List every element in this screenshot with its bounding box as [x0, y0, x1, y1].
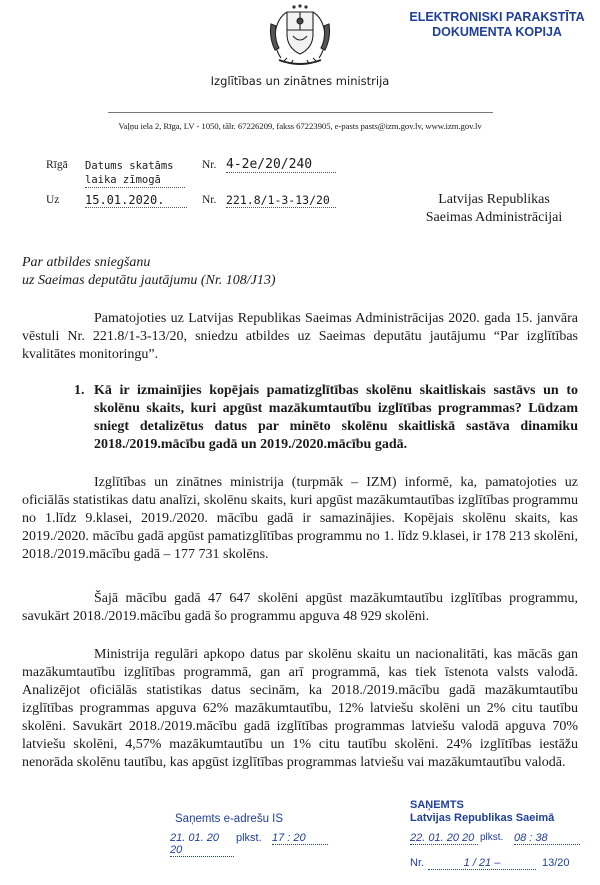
- doc-number: 4-2e/20/240: [226, 157, 336, 173]
- subject-line-1: Par atbildes sniegšanu: [22, 255, 151, 270]
- received-e-address-date: 21. 01. 20 20: [170, 832, 234, 857]
- saeima-stamp-date: 22. 01. 20 20: [410, 832, 478, 845]
- nr-label: Nr.: [202, 159, 217, 171]
- saeima-stamp-nr-label: Nr.: [410, 857, 425, 869]
- saeima-received-stamp: [410, 799, 554, 825]
- subject: [22, 254, 276, 290]
- answer-paragraph-2: Šajā mācību gadā 47 647 skolēni apgūst mazākumtautību izglītības programmu, savukārt 2018./2019.mācību gadā šo programmu apguva 48 929 skolēni.: [22, 591, 578, 624]
- ministry-name: Izglītības un zinātnes ministrija: [210, 74, 390, 88]
- answer-paragraph-3: Ministrija regulāri apkopo datus par skolēnu skaitu un nacionalitāti, kas mācās gan mazākumtautību izglītības programmā, gan arī programmā, kas tiek īstenota valsts valodā. Analizējot oficiālās statistikas datus secinām, ka 2018./2019.mācību gadā mazākumtautību izglītības programmas apguva 62% mazākumtautību, 12% latviešu skolēni un 2% citu tautību skolēni. Savukārt 2018./2019.mācību gadā izglītības programmas latviešu valodā apguva 70% latviešu skolēni, 4,57% mazākumtautību un 1% citu tautību skolēni. 24% izglītības iestāžu nenorāda skolēnu tautību, kas apgūst izglītības programmas latviešu vai mazākumtautību valodā.: [22, 647, 578, 770]
- question-number: 1.: [74, 383, 85, 398]
- ref-nr-label: Nr.: [202, 194, 217, 206]
- saeima-stamp-line-1: SAŅEMTS: [410, 799, 464, 811]
- ref-number: 221.8/1-3-13/20: [226, 193, 336, 208]
- place-label: Rīgā: [46, 159, 68, 171]
- recipient-line-2: Saeimas Administrācijai: [425, 210, 563, 225]
- saeima-stamp-nr-suffix: 13/20: [542, 857, 570, 869]
- intro-paragraph: Pamatojoties uz Latvijas Republikas Saeimas Administrācijas 2020. gada 15. janvāra vēstuli Nr. 221.8/1-3-13/20, sniedzu atbildes uz Saeimas deputātu jautājumu “Par izglītības kvalitātes monitoringu”.: [22, 311, 578, 362]
- electronic-signature-stamp: [402, 10, 592, 40]
- ministry-address: Vaļņu iela 2, Rīga, LV - 1050, tālr. 67226209, fakss 67223905, e-pasts pasts@izm.gov.lv, www.izm.gov.lv: [118, 121, 482, 131]
- received-e-address-time: 17 : 20: [272, 832, 328, 845]
- question-text: Kā ir izmainījies kopējais pamatizglītības skolēnu skaitliskais sastāvs un to skolēnu skaits, kuri apgūst mazākumtautību izglītības programmas? Lūdzam sniegt detalizētus datus par minēto skolēnu skaitliskā sastāva dinamiku 2018./2019.mācību gadā un 2019./2020.mācību gadā.: [94, 383, 578, 452]
- e-sign-line-1: ELEKTRONISKI PARAKSTĪTA: [409, 10, 585, 24]
- received-e-address-title: Saņemts e-adrešu IS: [175, 813, 284, 825]
- saeima-stamp-line-2: Latvijas Republikas Saeimā: [410, 812, 555, 824]
- recipient-line-1: Latvijas Republikas: [438, 192, 550, 207]
- saeima-stamp-plkst: plkst.: [480, 832, 504, 843]
- uz-label: Uz: [46, 194, 60, 206]
- saeima-stamp-time: 08 : 38: [514, 832, 580, 845]
- answer-paragraph-1: Izglītības un zinātnes ministrija (turpmāk – IZM) informē, ka, pamatojoties uz oficiālās statistikas datu analīzi, skolēnu skaits, kuri apgūst mazākumtautības izglītības programmu no 1.līdz 9.klasei, 2019./2020. mācību gadā ir samazinājies. Kopējais skolēnu skaits, kas 2019./2020. mācību gadā apgūst pamatizglītības programmu no 1. līdz 9.klasei, ir 178 213 skolēni, 2018./2019.mācību gadā – 177 731 skolēns.: [22, 475, 578, 562]
- received-e-address-plkst: plkst.: [236, 832, 262, 844]
- subject-line-2: uz Saeimas deputātu jautājumu (Nr. 108/J13): [22, 273, 276, 288]
- saeima-stamp-nr-value: 1 / 21 –: [428, 857, 536, 870]
- e-sign-line-2: DOKUMENTA KOPIJA: [432, 25, 562, 39]
- recipient: [408, 191, 580, 227]
- ref-date: 15.01.2020.: [85, 193, 187, 208]
- date-value: Datums skatāms laika zīmogā: [85, 159, 185, 188]
- coat-of-arms-icon: [265, 4, 335, 70]
- header-divider: [108, 112, 493, 113]
